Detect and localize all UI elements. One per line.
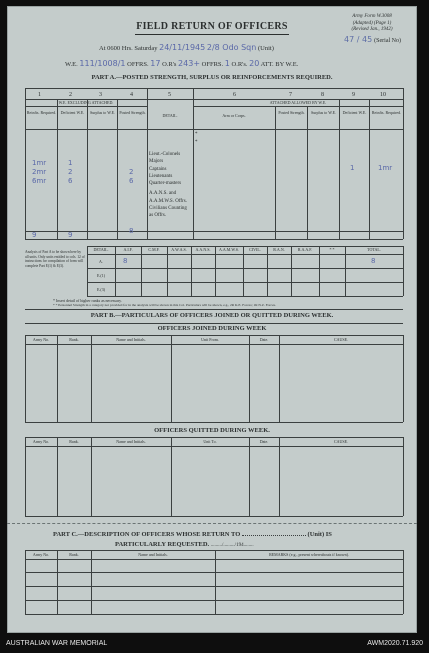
vline (91, 437, 92, 516)
col2-value: 6 (68, 177, 73, 185)
analysis-rule (87, 246, 403, 247)
joined-header: Name and Initials. (116, 337, 146, 342)
part-c-requested: PARTICULARLY REQUESTED. (115, 541, 210, 548)
serial-value: 47 / 45 (344, 35, 373, 44)
analysis-note: Analysis of Part A to be shown here by all units. Only units entitled to cols. 12 of instructions for compilation of form will complete Part E(1) & E(3). (25, 250, 85, 269)
totals-top-rule (25, 231, 403, 232)
offrs-label: OFFRS. (127, 61, 149, 68)
footnote: * * Personnel Strength in a category not provided for in the analysis will be shown in this Col. Particulars will be shown, e.g., 2R K.E. Forces; 1R N.Z. Forces. (53, 303, 276, 307)
vline (249, 335, 250, 422)
form-title: FIELD RETURN OF OFFICERS (136, 21, 288, 32)
quitted-header: Unit To. (203, 439, 217, 444)
total-value: 9 (68, 231, 73, 239)
analysis-header: CIVIL. (249, 247, 261, 252)
analysis-header: R.A.A.F. (297, 247, 313, 252)
army-form-adapted: (Adapted) (Page 1) (352, 20, 392, 26)
table-rule (25, 446, 403, 447)
analysis-row-label: A. (99, 259, 103, 264)
section-rule (25, 323, 403, 324)
analysis-header: TOTAL. (367, 247, 381, 252)
vline (267, 246, 268, 296)
col-header: Reinfts. Required. (371, 110, 402, 115)
vline (369, 99, 370, 239)
analysis-rule (87, 254, 403, 255)
totals-bottom-rule (25, 239, 403, 240)
col-number: 6 (233, 92, 236, 98)
table-rule (25, 559, 403, 560)
col-number: 2 (69, 92, 72, 98)
offrs-value: 17 (150, 59, 161, 68)
table-rule (25, 600, 403, 601)
col1-value: 6mr (32, 177, 47, 185)
vline (87, 99, 88, 239)
joined-header: CAUSE. (333, 337, 349, 342)
vline (115, 246, 116, 296)
table-rule (25, 614, 403, 615)
date-value: 24/11/194 (159, 43, 201, 52)
table-rule (25, 344, 403, 345)
col-header: Posted Strength. (119, 110, 146, 115)
joined-header: Date. (259, 337, 269, 342)
vline (191, 246, 192, 296)
analysis-header: * * (329, 247, 335, 252)
part-c-header: Army No. (32, 552, 50, 557)
asterisk-mark: * (195, 132, 198, 137)
vline (345, 246, 346, 296)
part-a-top-rule (25, 88, 403, 89)
ors-value: 243+ (178, 59, 201, 68)
we-excl-label: W.E. EXCLUDING ATTACHED. (58, 100, 114, 105)
unit-label: (Unit) (257, 45, 274, 52)
at-label: At 0600 Hrs. Saturday (99, 45, 158, 52)
rank-item: A.A.M.W.S. Offrs. (149, 198, 187, 204)
part-c-header: Name and Initials. (138, 552, 168, 557)
analysis-header: R.A.N. (273, 247, 285, 252)
col-number: 7 (289, 92, 292, 98)
asterisk-mark: * (195, 140, 198, 145)
vline (25, 550, 26, 614)
vline (193, 88, 194, 239)
vline (117, 99, 118, 239)
col-number: 3 (99, 92, 102, 98)
army-form-number: Army Form W.3008 (352, 14, 392, 19)
part-c-unit-blank (242, 535, 306, 536)
col-header: Surplus to W.E. (89, 110, 116, 115)
col1-value: 2mr (32, 168, 47, 176)
unit-value: 2/8 Odo Sqn (206, 43, 257, 52)
rank-item: Captains (149, 166, 167, 172)
vline (147, 88, 148, 239)
vline (57, 550, 58, 614)
rank-list (149, 151, 187, 219)
offrs2-label: OFFRS. (201, 61, 224, 68)
total-value: 8 (129, 227, 134, 235)
analysis-rule (87, 282, 403, 283)
total-analysis-value: 8 (371, 257, 376, 265)
detail-label: DETAIL. (162, 113, 178, 118)
rank-item: Lieut.-Colonels (149, 152, 181, 157)
col-header: Deficient W.E. (342, 110, 367, 115)
table-rule (25, 335, 403, 336)
quitted-header: Name and Initials. (116, 439, 146, 444)
rank-item: as Offrs. (149, 213, 167, 218)
analysis-rule (87, 296, 403, 297)
part-b-title: PART B.—PARTICULARS OF OFFICERS JOINED OR QUITTED DURING WEEK. (90, 312, 334, 319)
we-excl-rule (25, 106, 147, 107)
vline (57, 437, 58, 516)
part-c-unit-is: (Unit) IS (307, 531, 332, 538)
total-value: 9 (32, 231, 37, 239)
vline (403, 437, 404, 516)
vline (279, 335, 280, 422)
caption-right: AWM2020.71.920 (367, 640, 423, 647)
col2-value: 1 (68, 159, 73, 167)
col-header: Reinfts. Required. (26, 110, 57, 115)
table-rule (25, 437, 403, 438)
col-number: 10 (380, 92, 386, 98)
vline (307, 106, 308, 239)
col4-value: 2 (129, 168, 134, 176)
col-header: Posted Strength. (278, 110, 305, 115)
col-header: Arm or Corps. (222, 113, 246, 118)
form-sheet (7, 6, 417, 633)
part-c-header: REMARKS (e.g., present whereabouts if known). (269, 552, 349, 557)
footnote: * Insert detail of higher ranks as necessary. (53, 298, 122, 303)
table-rule (25, 516, 403, 517)
we-value: 111/1008/1 (79, 59, 126, 68)
vline (275, 106, 276, 239)
analysis-header: DETAIL. (93, 247, 109, 252)
analysis-header: A.I.F. (123, 247, 133, 252)
vline (171, 335, 172, 422)
caption-left: AUSTRALIAN WAR MEMORIAL (6, 640, 108, 647)
analysis-header: A.A.M.W.S. (219, 247, 239, 252)
aif-value: 8 (123, 257, 128, 265)
joined-header: Unit From. (201, 337, 219, 342)
ors-label: O.R's (162, 61, 177, 68)
serial-number (344, 36, 401, 44)
quitted-header: CAUSE. (333, 439, 349, 444)
part-c-title (53, 532, 332, 539)
vline (403, 335, 404, 422)
section-rule (25, 309, 403, 310)
vline (141, 246, 142, 296)
part-a-title: PART A.—POSTED STRENGTH, SURPLUS OR REINFORCEMENTS REQUIRED. (91, 74, 333, 81)
army-form-revised: (Revised Jan., 1942) (351, 27, 393, 32)
analysis-header: C.M.F. (148, 247, 160, 252)
offrs2-value: 1 (224, 59, 230, 68)
vline (57, 335, 58, 422)
vline (215, 550, 216, 614)
analysis-rule (87, 268, 403, 269)
rank-item: Majors (149, 159, 164, 165)
vline (403, 550, 404, 614)
vline (171, 437, 172, 516)
table-rule (25, 572, 403, 573)
vline (25, 437, 26, 516)
title-underline (135, 34, 289, 35)
quitted-header: Date. (259, 439, 269, 444)
table-rule (25, 550, 403, 551)
vline (57, 99, 58, 239)
vline (403, 88, 404, 239)
quitted-title: OFFICERS QUITTED DURING WEEK. (154, 427, 270, 434)
vline (339, 99, 340, 239)
attached-label: ATTACHED ALLOWED BY W.E. (269, 100, 327, 105)
col-number: 1 (38, 92, 41, 98)
header-we-line (65, 60, 298, 69)
vline (215, 246, 216, 296)
vline (403, 246, 404, 296)
col-header: Deficient W.E. (60, 110, 85, 115)
vline (249, 437, 250, 516)
analysis-row-label: E.(3) (96, 287, 106, 292)
rank-item: Lieutenants (149, 173, 173, 179)
rank-item: Civilians Counting (149, 205, 187, 211)
table-rule (25, 422, 403, 423)
year-value: 5 (200, 43, 206, 52)
col-number: 4 (130, 92, 133, 98)
analysis-row-label: E.(1) (96, 273, 106, 278)
quitted-header: Army No. (32, 439, 50, 444)
joined-header: Army No. (32, 337, 50, 342)
we-label: W.E. (65, 61, 78, 68)
ors2-value: 20 (249, 59, 260, 68)
col-number: 5 (168, 92, 171, 98)
rank-item: A.A.N.S. and (149, 191, 177, 197)
vline (279, 437, 280, 516)
att-label: ATT. BY W.E. (260, 61, 299, 68)
col4-value: 6 (129, 177, 134, 185)
table-rule (25, 586, 403, 587)
col2-value: 2 (68, 168, 73, 176)
col10-value: 1mr (378, 164, 393, 172)
part-c-header: Rank. (69, 552, 79, 557)
analysis-header: A.A.N.S. (195, 247, 211, 252)
header-time-line (99, 44, 274, 53)
col1-value: 1mr (32, 159, 47, 167)
part-c-title-line2 (115, 542, 254, 549)
joined-header: Rank. (69, 337, 79, 342)
joined-title: OFFICERS JOINED DURING WEEK (157, 325, 267, 332)
vline (25, 335, 26, 422)
part-c-title-text: PART C.—DESCRIPTION OF OFFICERS WHOSE RETURN TO (53, 531, 241, 538)
vline (91, 550, 92, 614)
vline (291, 246, 292, 296)
col-header-rule (25, 129, 403, 130)
vline (319, 246, 320, 296)
vline (167, 246, 168, 296)
analysis-header: A.W.A.S. (171, 247, 187, 252)
rank-item: Quarter-masters (149, 181, 182, 186)
col9-value: 1 (350, 164, 355, 172)
part-c-date-mask: ........./........./194........ (210, 543, 254, 548)
quitted-header: Rank. (69, 439, 79, 444)
col-number: 8 (321, 92, 324, 98)
col-header: Surplus to W.E. (310, 110, 337, 115)
perforation-line (7, 523, 417, 524)
serial-label: (Serial No) (374, 38, 401, 44)
ors2-label: O.R's. (231, 61, 248, 68)
attached-rule (193, 106, 403, 107)
vline (91, 335, 92, 422)
col-number: 9 (352, 92, 355, 98)
vline (243, 246, 244, 296)
